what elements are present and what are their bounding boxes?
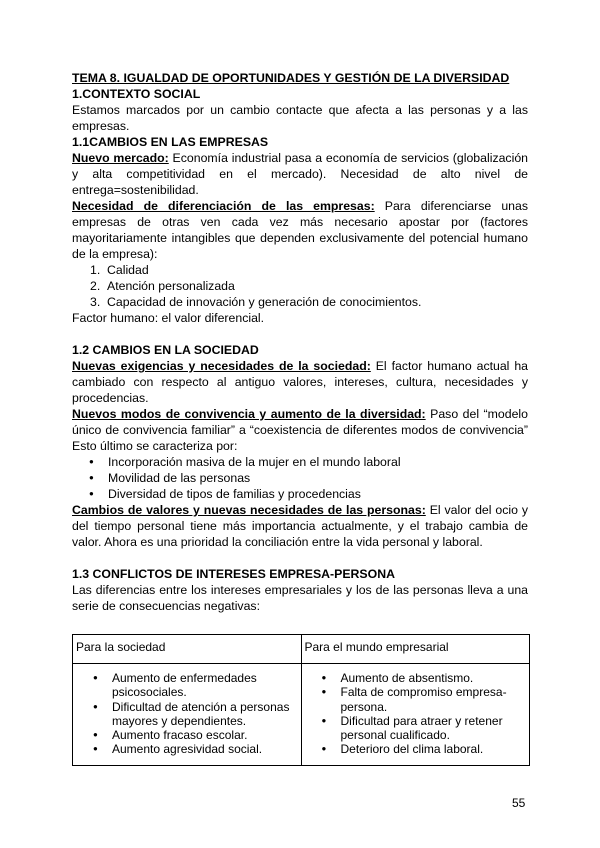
keyword-nuevas-exigencias: Nuevas exigencias y necesidades de la sociedad: (72, 359, 371, 373)
list-item: ● Incorporación masiva de la mujer en el mundo laboral (72, 454, 528, 470)
table-header-sociedad: Para la sociedad (73, 635, 302, 664)
list-item: ● Dificultad para atraer y retener personal cualificado. (305, 714, 526, 743)
list-item: ● Aumento de enfermedades psicosociales. (76, 671, 297, 700)
table-header-empresarial: Para el mundo empresarial (301, 635, 530, 664)
list-item: ● Dificultad de atención a personas mayores y dependientes. (76, 700, 297, 729)
text-nuevo-mercado: Economía industrial pasa a economía de servicios (globalización y alta competitividad en el mercado). Necesidad de alto nivel de entrega=sostenibilidad. (72, 151, 528, 197)
bullet-list-empresarial (305, 671, 526, 757)
paragraph-nuevo-mercado (72, 150, 528, 198)
page-number: 55 (512, 796, 526, 810)
list-number: 2. (90, 279, 101, 293)
list-item (72, 278, 528, 294)
list-item: ● Movilidad de las personas (72, 470, 528, 486)
list-item: ● Falta de compromiso empresa-persona. (305, 685, 526, 714)
keyword-cambios-valores: Cambios de valores y nuevas necesidades de las personas: (72, 503, 426, 517)
list-item: ● Deterioro del clima laboral. (305, 742, 526, 756)
list-item: ● Aumento fracaso escolar. (76, 728, 297, 742)
text-nuevas-exigencias: El factor humano actual ha cambiado con respecto al antiguo valores, intereses, cultura, necesidades y procedencias. (72, 359, 529, 405)
list-number: 1. (90, 263, 101, 277)
keyword-nuevos-modos: Nuevos modos de convivencia y aumento de la diversidad: (72, 407, 426, 421)
list-item-text: Capacidad de innovación y generación de conocimientos. (107, 295, 422, 309)
list-item: ● Aumento de absentismo. (305, 671, 526, 685)
table-header-row (73, 635, 530, 664)
conflictos-table (72, 634, 530, 766)
paragraph-necesidad-diferenciacion (72, 198, 528, 262)
bullet-list-convivencia (72, 454, 528, 502)
keyword-necesidad-diferenciacion: Necesidad de diferenciación de las empresas: (72, 199, 375, 213)
list-item-text: Calidad (107, 263, 149, 277)
contexto-intro: Estamos marcados por un cambio contacte que afecta a las personas y a las empresas. (72, 103, 528, 133)
paragraph-cambios-valores (72, 502, 528, 550)
numbered-list-factores (72, 262, 528, 310)
list-number: 3. (90, 295, 101, 309)
list-item-text: Atención personalizada (107, 279, 235, 293)
heading-cambios-empresas: 1.1CAMBIOS EN LAS EMPRESAS (72, 135, 269, 149)
table-cell-sociedad (73, 664, 302, 766)
text-cambios-valores: El valor del ocio y del tiempo personal tiene más importancia actualmente, y el trabajo cambia de valor. Ahora es una prioridad la conciliación entre la vida personal y laboral. (72, 503, 528, 549)
document-page (72, 70, 528, 766)
heading-contexto-social: 1.CONTEXTO SOCIAL (72, 87, 201, 101)
paragraph-nuevas-exigencias (72, 358, 528, 406)
table-row (73, 664, 530, 766)
list-item: ● Diversidad de tipos de familias y procedencias (72, 486, 528, 502)
text-necesidad-diferenciacion: Para diferenciarse unas empresas de otras ven cada vez más necesario apostar por (factores mayoritariamente intangibles que dependen exclusivamente del potencial humano de la empresa): (72, 199, 528, 261)
list-item (72, 294, 528, 310)
bullet-list-sociedad (76, 671, 297, 757)
list-item (72, 262, 528, 278)
heading-conflictos-intereses: 1.3 CONFLICTOS DE INTERESES EMPRESA-PERSONA (72, 567, 395, 581)
factor-humano: Factor humano: el valor diferencial. (72, 311, 265, 325)
table-cell-empresarial (301, 664, 530, 766)
list-item: ● Aumento agresividad social. (76, 742, 297, 756)
text-nuevos-modos: Paso del “modelo único de convivencia familiar” a “coexistencia de diferentes modos de convivencia” Esto último se caracteriza por: (72, 407, 528, 453)
document-title: TEMA 8. IGUALDAD DE OPORTUNIDADES Y GESTIÓN DE LA DIVERSIDAD (72, 71, 510, 85)
conflictos-intro: Las diferencias entre los intereses empresariales y los de las personas lleva a una serie de consecuencias negativas: (72, 583, 528, 613)
paragraph-nuevos-modos (72, 406, 528, 454)
heading-cambios-sociedad: 1.2 CAMBIOS EN LA SOCIEDAD (72, 343, 259, 357)
keyword-nuevo-mercado: Nuevo mercado: (72, 151, 169, 165)
